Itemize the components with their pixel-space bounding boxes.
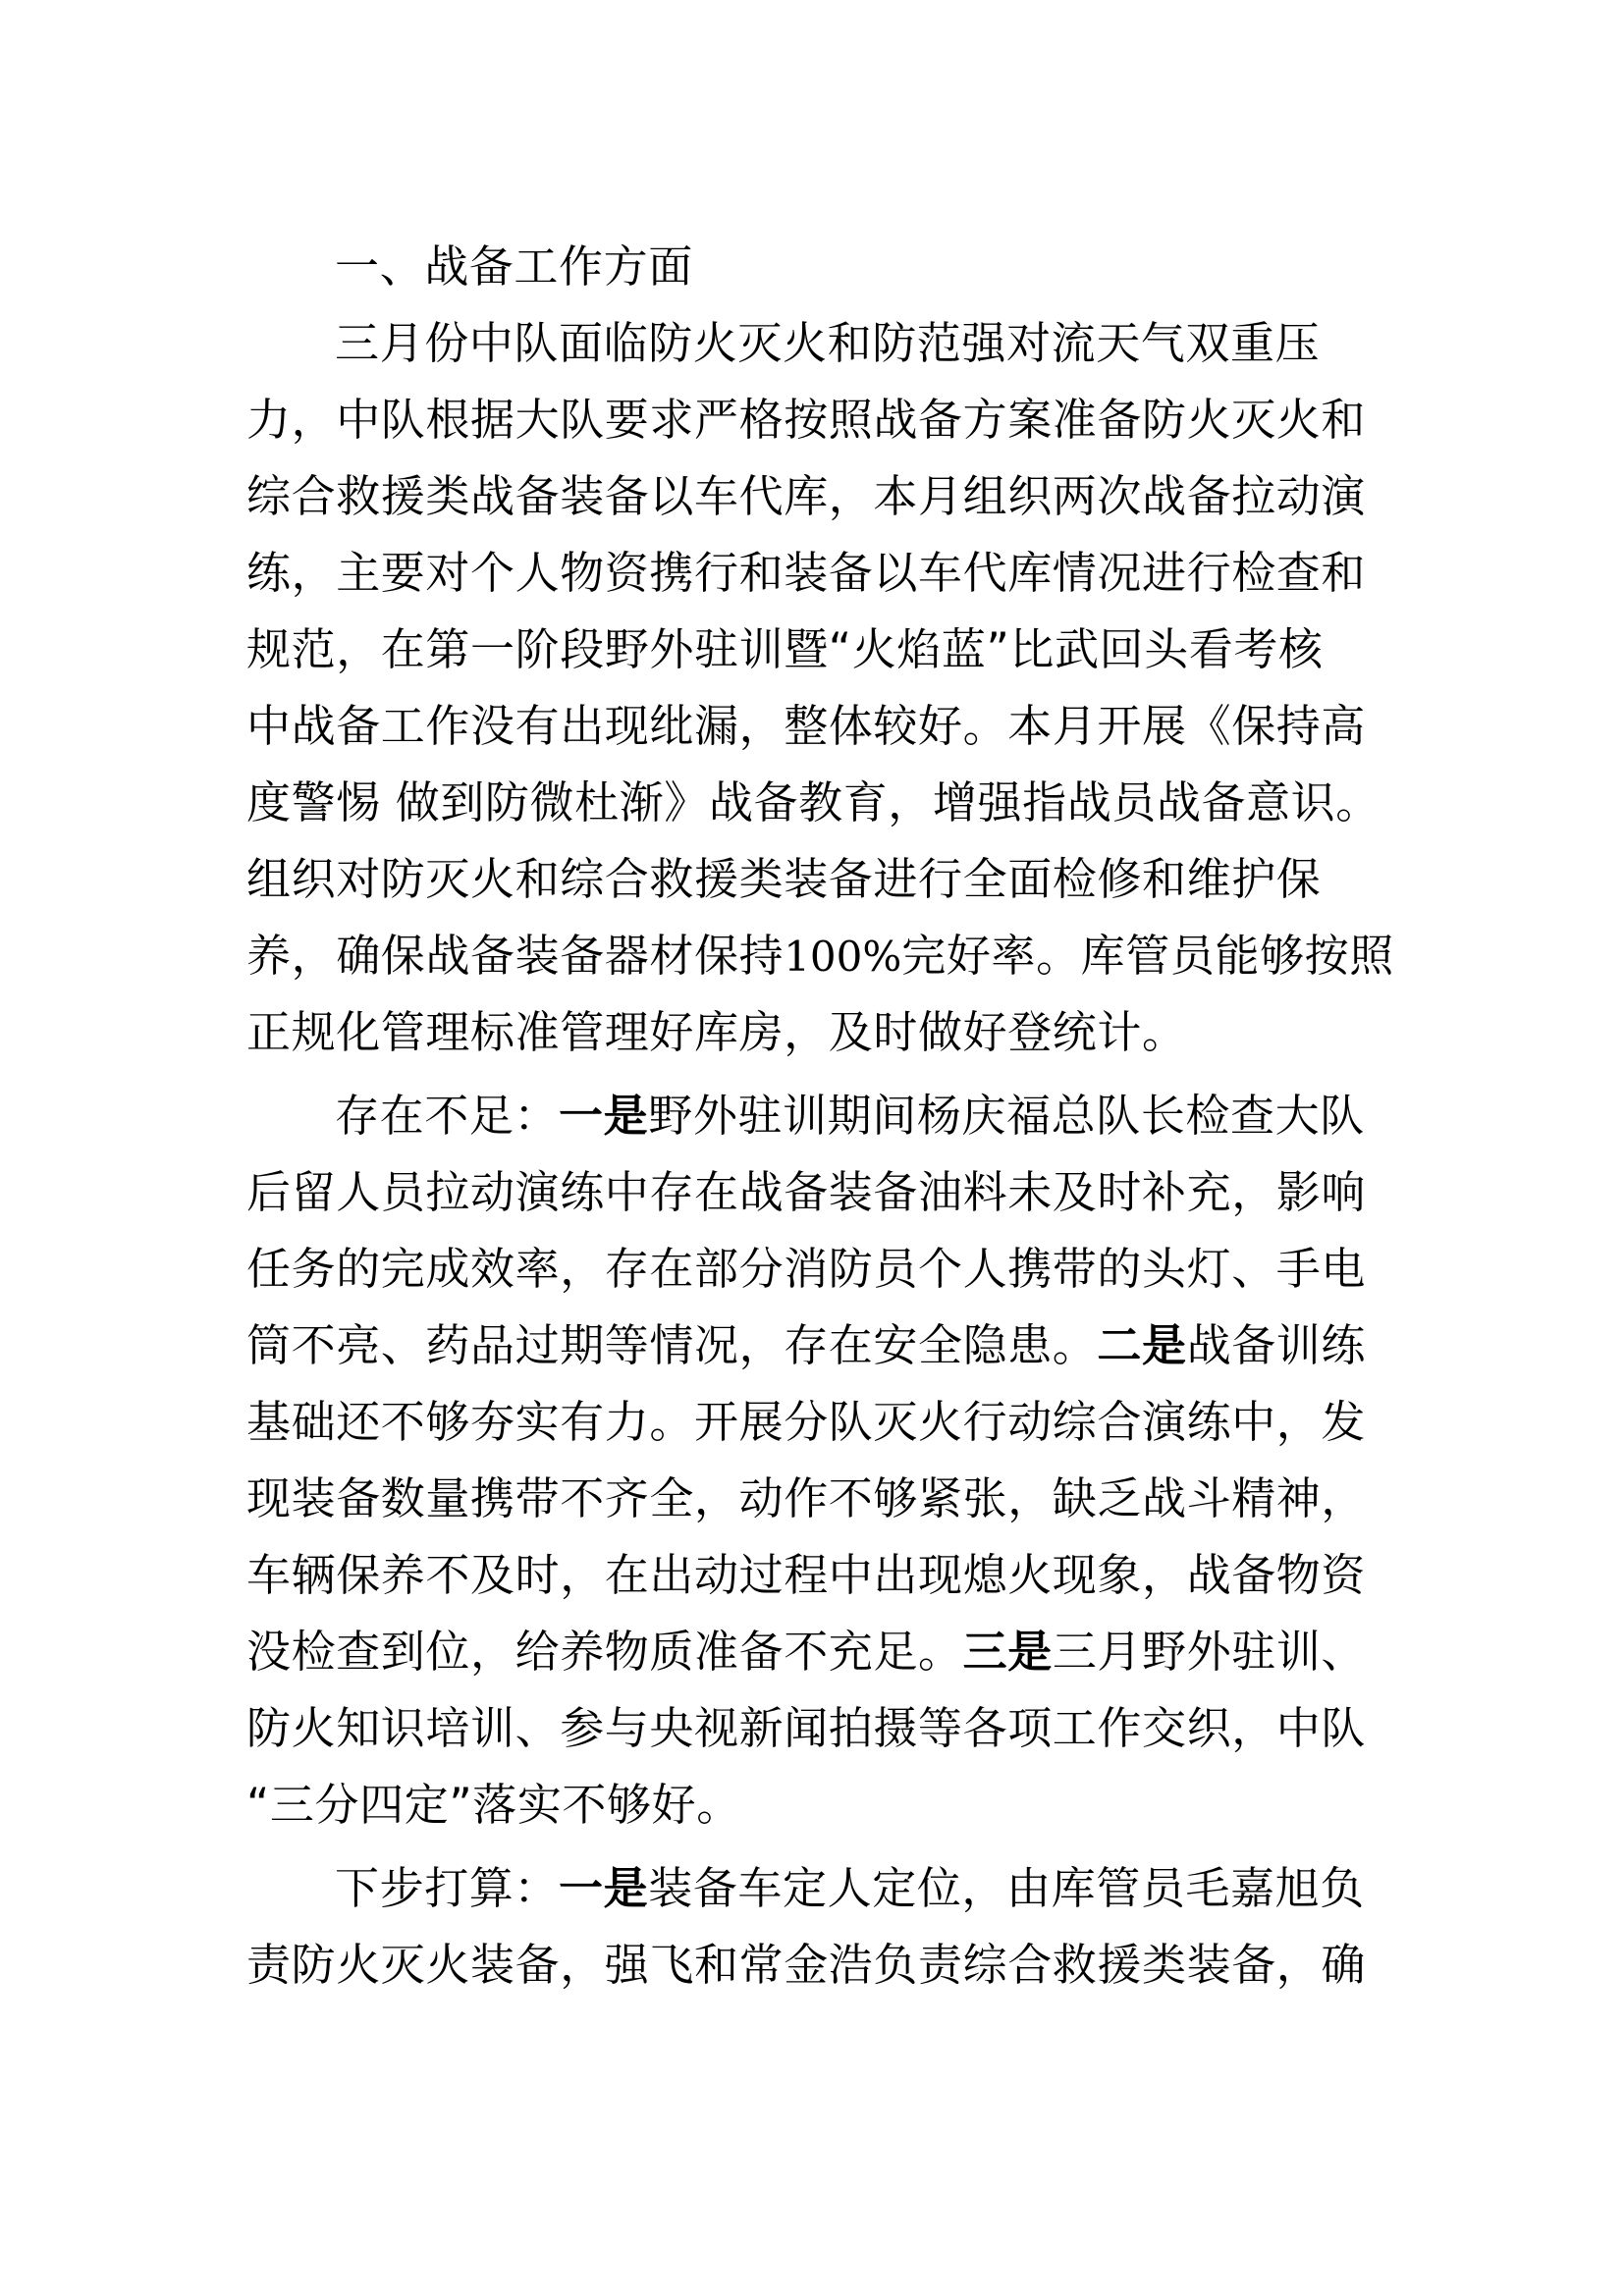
paragraph-line: 规范，在第一阶段野外驻训暨“火焰蓝”比武回头看考核 — [246, 623, 1324, 675]
paragraph-combat-readiness — [246, 305, 1394, 1071]
text-segment: 三月野外驻训、 — [1052, 1626, 1367, 1678]
text-segment: 没检查到位，给养物质准备不充足。 — [246, 1626, 963, 1678]
paragraph-line — [246, 918, 1394, 994]
point-label: 一是 — [559, 1090, 649, 1142]
point-label: 一是 — [559, 1862, 649, 1914]
paragraph-line: 现装备数量携带不齐全，动作不够紧张，缺乏战斗精神， — [246, 1472, 1367, 1524]
paragraph-line: 正规化管理标准管理好库房，及时做好登统计。 — [246, 1006, 1187, 1058]
paragraph-line: 任务的完成效率，存在部分消防员个人携带的头灯、手电 — [246, 1243, 1367, 1295]
paragraph-line: 综合救援类战备装备以车代库，本月组织两次战备拉动演 — [246, 470, 1367, 522]
text-segment: 野外驻训期间杨庆福总队长检查大队 — [648, 1090, 1365, 1142]
section-heading: 一、战备工作方面 — [335, 240, 693, 293]
paragraph-line: 力，中队根据大队要求严格按照战备方案准备防火灭火和 — [246, 394, 1367, 446]
document-body — [246, 229, 1394, 2003]
text-segment: 完好率。库管员能够按照 — [901, 930, 1394, 982]
label-shortcomings: 存在不足： — [335, 1090, 560, 1142]
paragraph-line: 度警惕 做到防微杜渐》战备教育，增强指战员战备意识。 — [246, 776, 1380, 828]
percentage-value: 100% — [784, 933, 902, 981]
paragraph-line — [246, 1850, 1385, 1927]
paragraph-line — [246, 1308, 1385, 1384]
paragraph-line: 责防火灭火装备，强飞和常金浩负责综合救援类装备，确 — [246, 1939, 1367, 1991]
paragraph-line: 防火知识培训、参与央视新闻拍摄等各项工作交织，中队 — [246, 1702, 1367, 1754]
paragraph-line: 车辆保养不及时，在出动过程中出现熄火现象，战备物资 — [246, 1549, 1367, 1601]
paragraph-line — [246, 1078, 1385, 1154]
paragraph-line: 后留人员拉动演练中存在战备装备油料未及时补充，影响 — [246, 1166, 1367, 1218]
point-label: 二是 — [1097, 1319, 1187, 1371]
paragraph-next-steps — [246, 1850, 1385, 2003]
paragraph-line: “三分四定”落实不够好。 — [246, 1779, 741, 1831]
text-segment: 战备训练 — [1186, 1319, 1367, 1371]
paragraph-line: 中战备工作没有出现纰漏，整体较好。本月开展《保持高 — [246, 700, 1367, 752]
paragraph-line — [246, 1614, 1385, 1690]
text-segment: 装备车定人定位，由库管员毛嘉旭负 — [648, 1862, 1365, 1914]
label-next-steps: 下步打算： — [335, 1862, 560, 1914]
text-segment: 养，确保战备装备器材保持 — [246, 930, 785, 982]
paragraph-line: 练，主要对个人物资携行和装备以车代库情况进行检查和 — [246, 547, 1367, 599]
paragraph-line: 组织对防灭火和综合救援类装备进行全面检修和维护保 — [246, 853, 1322, 905]
point-label: 三是 — [962, 1626, 1053, 1678]
paragraph-line: 基础还不够夯实有力。开展分队灭火行动综合演练中，发 — [246, 1396, 1367, 1448]
paragraph-shortcomings — [246, 1078, 1385, 1843]
paragraph-line: 三月份中队面临防火灭火和防范强对流天气双重压 — [335, 317, 1321, 369]
text-segment: 筒不亮、药品过期等情况，存在安全隐患。 — [246, 1319, 1098, 1371]
